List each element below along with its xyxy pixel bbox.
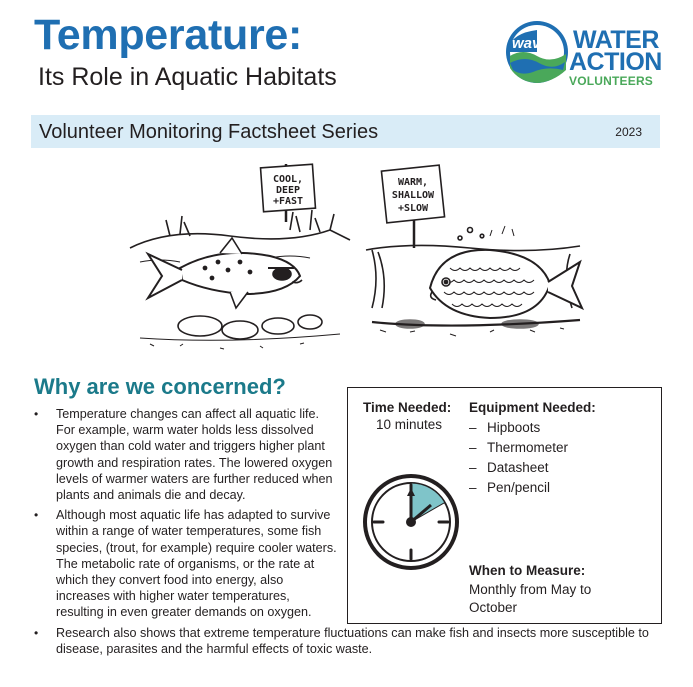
water-action-volunteers-logo [503, 18, 663, 90]
cool-sign-line-2: DEEP [275, 185, 301, 196]
equipment-list [469, 418, 568, 498]
warm-sign-line-3: +SLOW [397, 203, 429, 214]
cool-sign-line-3: +FAST [272, 196, 304, 207]
logo-line-water: WATER [573, 26, 659, 54]
warm-sign-line-1: WARM, [397, 177, 429, 188]
equipment-thermometer: Thermometer [487, 440, 569, 455]
equipment-datasheet: Datasheet [487, 460, 549, 475]
equipment-needed-label: Equipment Needed: [469, 400, 596, 415]
equipment-item [469, 418, 568, 438]
concern-heading: Why are we concerned? [34, 374, 286, 399]
series-year: 2023 [615, 125, 642, 139]
concern-bullet-3: • Research also shows that extreme temperature fluctuations can make fish and insects more susceptible to disease, parasites and the harmful effects of toxic waste. [34, 625, 674, 657]
time-needed-label: Time Needed: [363, 400, 452, 415]
equipment-dash: – [469, 440, 477, 455]
equipment-item [469, 478, 568, 498]
cool-sign-line-1: COOL, [272, 174, 304, 185]
equipment-dash: – [469, 460, 477, 475]
equipment-item [469, 438, 568, 458]
concern-bullet-2: • Although most aquatic life has adapted to survive within a range of water temperatures, some fish species, (trout, for example) require cooler waters. The metabolic rate of organisms, or the rate at which they convert food into energy, also increases with higher water temperatures, resulting in even greater demands on oxygen. [34, 507, 339, 620]
warm-sign-line-2: SHALLOW [391, 190, 435, 201]
equipment-item [469, 458, 568, 478]
logo-line-action: ACTION [569, 48, 662, 76]
logo-badge-text: wav [512, 35, 541, 52]
series-banner [31, 115, 660, 148]
page-title: Temperature: [34, 11, 303, 59]
when-to-measure-label: When to Measure: [469, 563, 586, 578]
logo-line-volunteers: VOLUNTEERS [569, 74, 654, 88]
cool-sign-text [273, 174, 303, 207]
fish-habitat-illustration [110, 158, 590, 368]
equipment-dash: – [469, 420, 477, 435]
series-label: Volunteer Monitoring Factsheet Series [39, 121, 379, 143]
when-to-measure-value: Monthly from May to October [469, 582, 592, 615]
equipment-pen-pencil: Pen/pencil [487, 480, 551, 495]
cool-water-scene [130, 164, 350, 349]
page-subtitle: Its Role in Aquatic Habitats [38, 63, 337, 91]
equipment-hipboots: Hipboots [487, 420, 541, 435]
wave-circle-icon [503, 18, 575, 90]
equipment-dash: – [469, 480, 477, 495]
clock-icon [361, 472, 461, 572]
concern-bullet-1: • Temperature changes can affect all aquatic life. For example, warm water holds less dissolved oxygen than cold water and triggers higher plant growth and respiration rates. The lowered oxygen levels of warmer waters are further reduced when plants and animals die and decay. [34, 406, 339, 503]
time-needed-value: 10 minutes [376, 417, 443, 432]
monitoring-info-box [347, 387, 662, 624]
